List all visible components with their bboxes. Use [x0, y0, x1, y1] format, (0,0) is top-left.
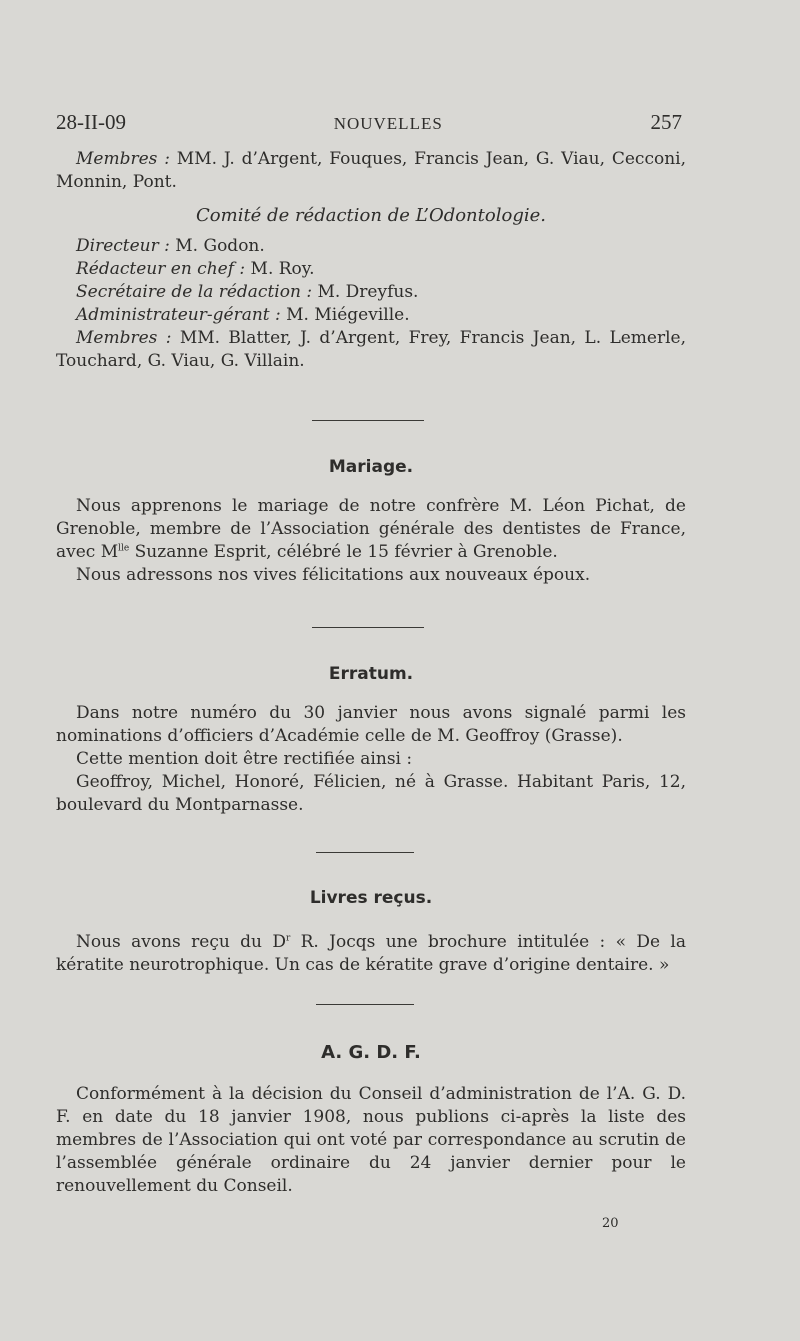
erratum-paragraph: Dans notre numéro du 30 janvier nous avons signalé parmi les nominations d’officiers d’Académie celle de M. Geoffroy (Grasse). — [56, 703, 686, 746]
members-paragraph: Membres : MM. J. d’Argent, Fouques, Francis Jean, G. Viau, Cecconi, Monnin, Pont. — [56, 149, 686, 192]
folio-number: 20 — [602, 1216, 619, 1231]
mariage-section — [56, 495, 686, 587]
section-heading-mariage: Mariage. — [328, 457, 414, 477]
divider — [312, 420, 424, 421]
header-title: NOUVELLES — [333, 114, 443, 133]
committee-title: Comité de rédaction de L’Odontologie. — [196, 205, 546, 226]
committee-section — [56, 148, 686, 373]
divider — [316, 852, 414, 853]
administrator-line: Administrateur-gérant : M. Miégeville. — [76, 305, 410, 325]
erratum-paragraph-3: Geoffroy, Michel, Honoré, Félicien, né à Grasse. Habitant Paris, 12, boulevard du Montparnasse. — [56, 772, 686, 815]
divider — [312, 627, 424, 628]
livres-section — [56, 931, 686, 977]
director-line: Directeur : M. Godon. — [76, 236, 265, 256]
members2-paragraph: Membres : MM. Blatter, J. d’Argent, Frey, Francis Jean, L. Lemerle, Touchard, G. Viau, G. Villain. — [56, 328, 687, 371]
running-head — [56, 110, 682, 135]
erratum-section — [56, 702, 686, 817]
agdf-section — [56, 1083, 686, 1198]
section-heading-agdf: A. G. D. F. — [321, 1042, 421, 1063]
header-date: 28-II-09 — [56, 110, 126, 134]
mariage-paragraph: Nous apprenons le mariage de notre confrère M. Léon Pichat, de Grenoble, membre de l’Association générale des dentistes de France, avec $M^{lle}$ Suzanne Esprit, célébré le 15 février à Grenoble. — [56, 496, 686, 562]
mariage-paragraph-2: Nous adressons nos vives félicitations aux nouveaux époux. — [76, 565, 591, 585]
divider — [316, 1004, 414, 1005]
editor-line: Rédacteur en chef : M. Roy. — [76, 259, 315, 279]
erratum-paragraph-2: Cette mention doit être rectifiée ainsi : — [76, 749, 413, 769]
section-heading-erratum: Erratum. — [328, 664, 414, 684]
livres-paragraph: Nous avons reçu du $D^r$ R. Jocqs une brochure intitulée : « De la kératite neurotrophique. Un cas de kératite grave d’origine dentaire. » — [56, 932, 686, 975]
secretary-line: Secrétaire de la rédaction : M. Dreyfus. — [76, 282, 419, 302]
agdf-paragraph: Conformément à la décision du Conseil d’administration de l’A. G. D. F. en date du 18 janvier 1908, nous publions ci-après la liste des membres de l’Association qui ont voté par correspondance au scrutin de l’assemblée générale ordinaire du 24 janvier dernier pour le renouvellement du Conseil. — [56, 1084, 686, 1196]
page-number: 257 — [650, 110, 682, 134]
section-heading-livres: Livres reçus. — [309, 888, 433, 908]
